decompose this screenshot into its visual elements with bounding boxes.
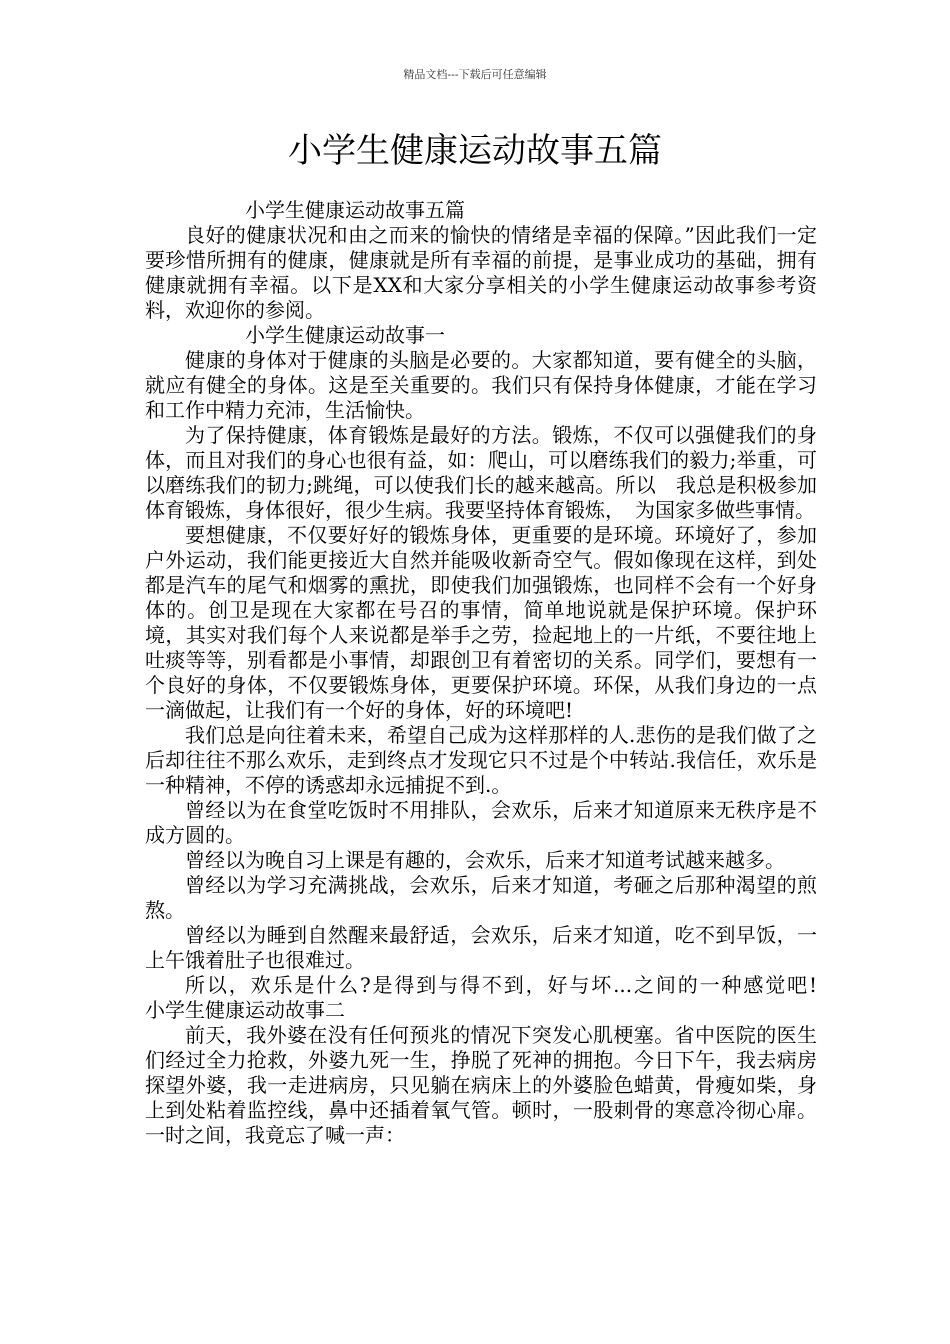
paragraph: 健康的身体对于健康的头脑是必要的。大家都知道，要有健全的头脑，就应有健全的身体。这是至关重要的。我们只有保持身体健康，才能在学习和工作中精力充沛，生活愉快。 bbox=[145, 348, 817, 422]
header-note: 精品文档---下载后可任意编辑 bbox=[403, 68, 547, 81]
paragraph: 要想健康，不仅要好好的锻炼身体，更重要的是环境。环境好了，参加户外运动，我们能更接近大自然并能吸收新奇空气。假如像现在这样，到处都是汽车的尾气和烟雾的熏扰，即使我们加强锻炼，也同样不会有一个好身体的。创卫是现在大家都在号召的事情，简单地说就是保护环境。保护环境，其实对我们每个人来说都是举手之劳，捡起地上的一片纸，不要往地上吐痰等等，别看都是小事情，却跟创卫有着密切的关系。同学们，要想有一个良好的身体，不仅要锻炼身体，更要保护环境。环保，从我们身边的一点一滴做起，让我们有一个好的身体，好的环境吧! bbox=[145, 523, 817, 722]
paragraph: 所以，欢乐是什么?是得到与得不到，好与坏...之间的一种感觉吧! 小学生健康运动故事二 bbox=[145, 973, 857, 1022]
subheading: 小学生健康运动故事一 bbox=[245, 323, 445, 347]
paragraph: 曾经以为学习充满挑战，会欢乐，后来才知道，考砸之后那种渴望的煎熬。 bbox=[145, 873, 817, 922]
subheading: 小学生健康运动故事五篇 bbox=[245, 198, 465, 222]
paragraph: 曾经以为睡到自然醒来最舒适，会欢乐，后来才知道，吃不到早饭，一上午饿着肚子也很难过。 bbox=[145, 923, 817, 972]
document-body bbox=[145, 198, 857, 1148]
paragraph: 良好的健康状况和由之而来的愉快的情绪是幸福的保障。”因此我们一定要珍惜所拥有的健康，健康就是所有幸福的前提，是事业成功的基础，拥有健康就拥有幸福。以下是XX和大家分享相关的小学生健康运动故事参考资料，欢迎你的参阅。 bbox=[145, 223, 817, 322]
paragraph: 为了保持健康，体育锻炼是最好的方法。锻炼，不仅可以强健我们的身体，而且对我们的身心也很有益，如：爬山，可以磨练我们的毅力;举重，可以磨练我们的韧力;跳绳，可以使我们长的越来越高。所以 我总是积极参加体育锻炼，身体很好，很少生病。我要坚持体育锻炼， 为国家多做些事情。 bbox=[145, 423, 817, 522]
paragraph: 我们总是向往着未来，希望自己成为这样那样的人.悲伤的是我们做了之后却往往不那么欢乐，走到终点才发现它只不过是个中转站.我信任，欢乐是一种精神，不停的诱惑却永远捕捉不到.。 bbox=[145, 723, 817, 797]
paragraph: 前天，我外婆在没有任何预兆的情况下突发心肌梗塞。省中医院的医生们经过全力抢救，外婆九死一生，挣脱了死神的拥抱。今日下午，我去病房探望外婆，我一走进病房，只见躺在病床上的外婆脸色蜡黄，骨瘦如柴，身上到处粘着监控线，鼻中还插着氧气管。顿时，一股刺骨的寒意冷彻心扉。一时之间，我竟忘了喊一声： bbox=[145, 1023, 817, 1147]
paragraph: 曾经以为晚自习上课是有趣的，会欢乐，后来才知道考试越来越多。 bbox=[185, 848, 785, 872]
document-title: 小学生健康运动故事五篇 bbox=[288, 131, 662, 171]
paragraph: 曾经以为在食堂吃饭时不用排队，会欢乐，后来才知道原来无秩序是不成方圆的。 bbox=[145, 798, 817, 847]
